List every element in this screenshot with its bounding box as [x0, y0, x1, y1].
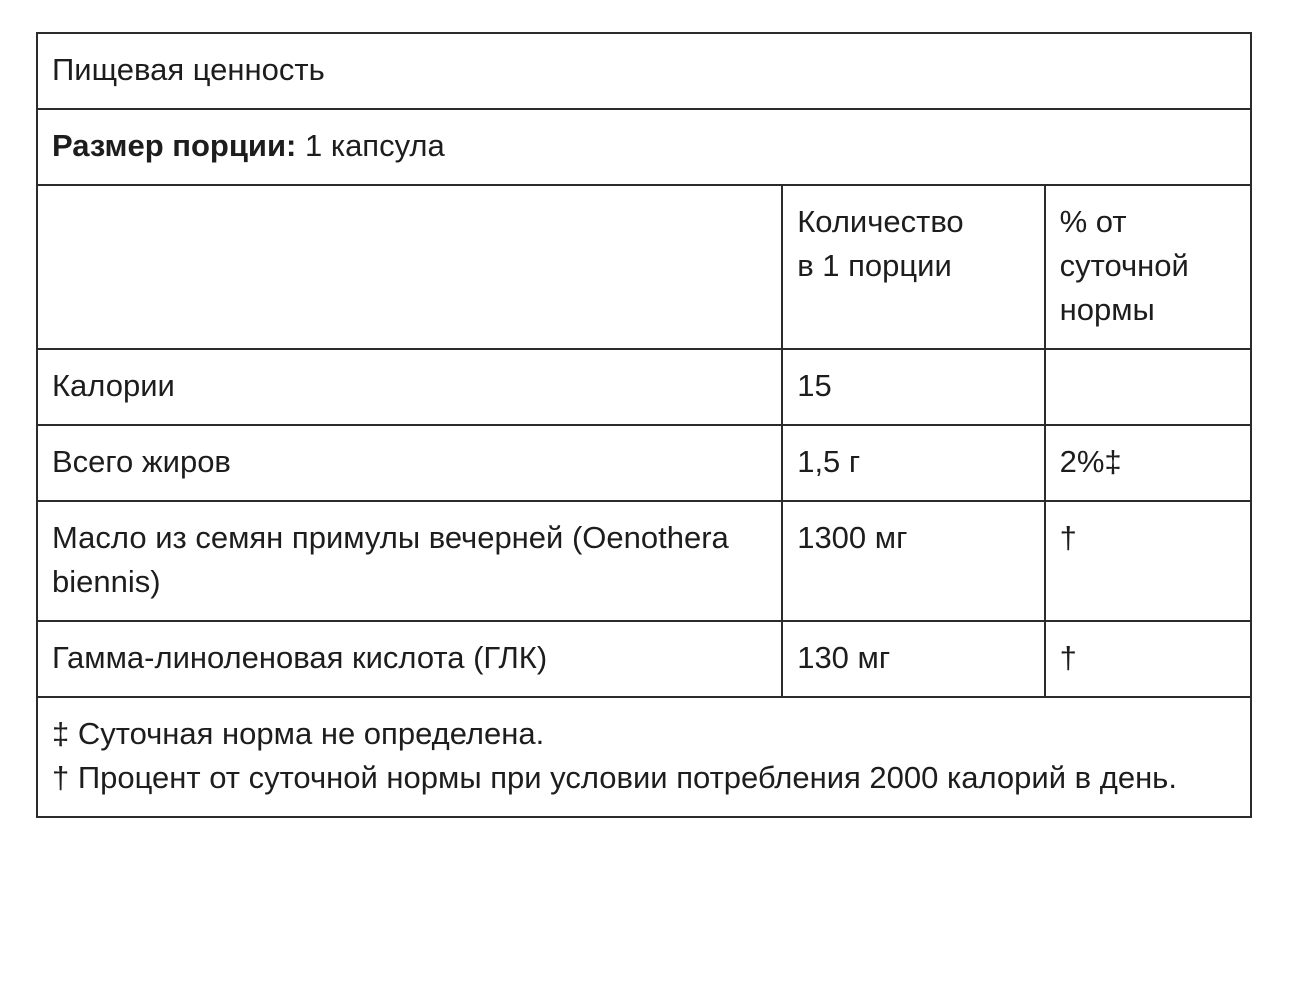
footnote-item: † Процент от суточной нормы при условии потребления 2000 калорий в день.: [52, 760, 1177, 796]
nutrient-name: Калории: [37, 349, 782, 425]
table-row-title: [37, 33, 1251, 109]
nutrient-name: Масло из семян примулы вечерней (Oenothera biennis): [37, 501, 782, 621]
nutrient-amount: 15: [782, 349, 1044, 425]
column-header-name: [37, 185, 782, 349]
nutrient-amount: 1300 мг: [782, 501, 1044, 621]
column-header-amount-line1: Количество: [797, 204, 964, 240]
table-row: [37, 349, 1251, 425]
table-row: [37, 425, 1251, 501]
footnotes: [37, 697, 1251, 817]
serving-size-value: 1 капсула: [304, 128, 445, 164]
table-row: [37, 501, 1251, 621]
column-header-dv-line2: суточной: [1059, 248, 1189, 284]
nutrient-daily-value: 2%‡: [1045, 425, 1251, 501]
footnote-item: ‡ Суточная норма не определена.: [52, 716, 545, 752]
table-row-footnotes: [37, 697, 1251, 817]
column-header-amount-line2: в 1 порции: [797, 248, 952, 284]
table-row-serving: [37, 109, 1251, 185]
nutrition-facts-table: [36, 32, 1252, 818]
nutrient-name: Гамма-линоленовая кислота (ГЛК): [37, 621, 782, 697]
column-header-daily-value: [1045, 185, 1251, 349]
panel-title: Пищевая ценность: [37, 33, 1251, 109]
column-header-amount: [782, 185, 1044, 349]
serving-size-label: Размер порции:: [52, 128, 297, 164]
nutrient-daily-value: [1045, 349, 1251, 425]
nutrient-amount: 130 мг: [782, 621, 1044, 697]
nutrient-daily-value: †: [1045, 621, 1251, 697]
nutrient-daily-value: †: [1045, 501, 1251, 621]
serving-size: [37, 109, 1251, 185]
table-row: [37, 621, 1251, 697]
table-header-row: [37, 185, 1251, 349]
nutrient-amount: 1,5 г: [782, 425, 1044, 501]
column-header-dv-line3: нормы: [1059, 292, 1155, 328]
column-header-dv-line1: % от: [1059, 204, 1127, 240]
nutrient-name: Всего жиров: [37, 425, 782, 501]
